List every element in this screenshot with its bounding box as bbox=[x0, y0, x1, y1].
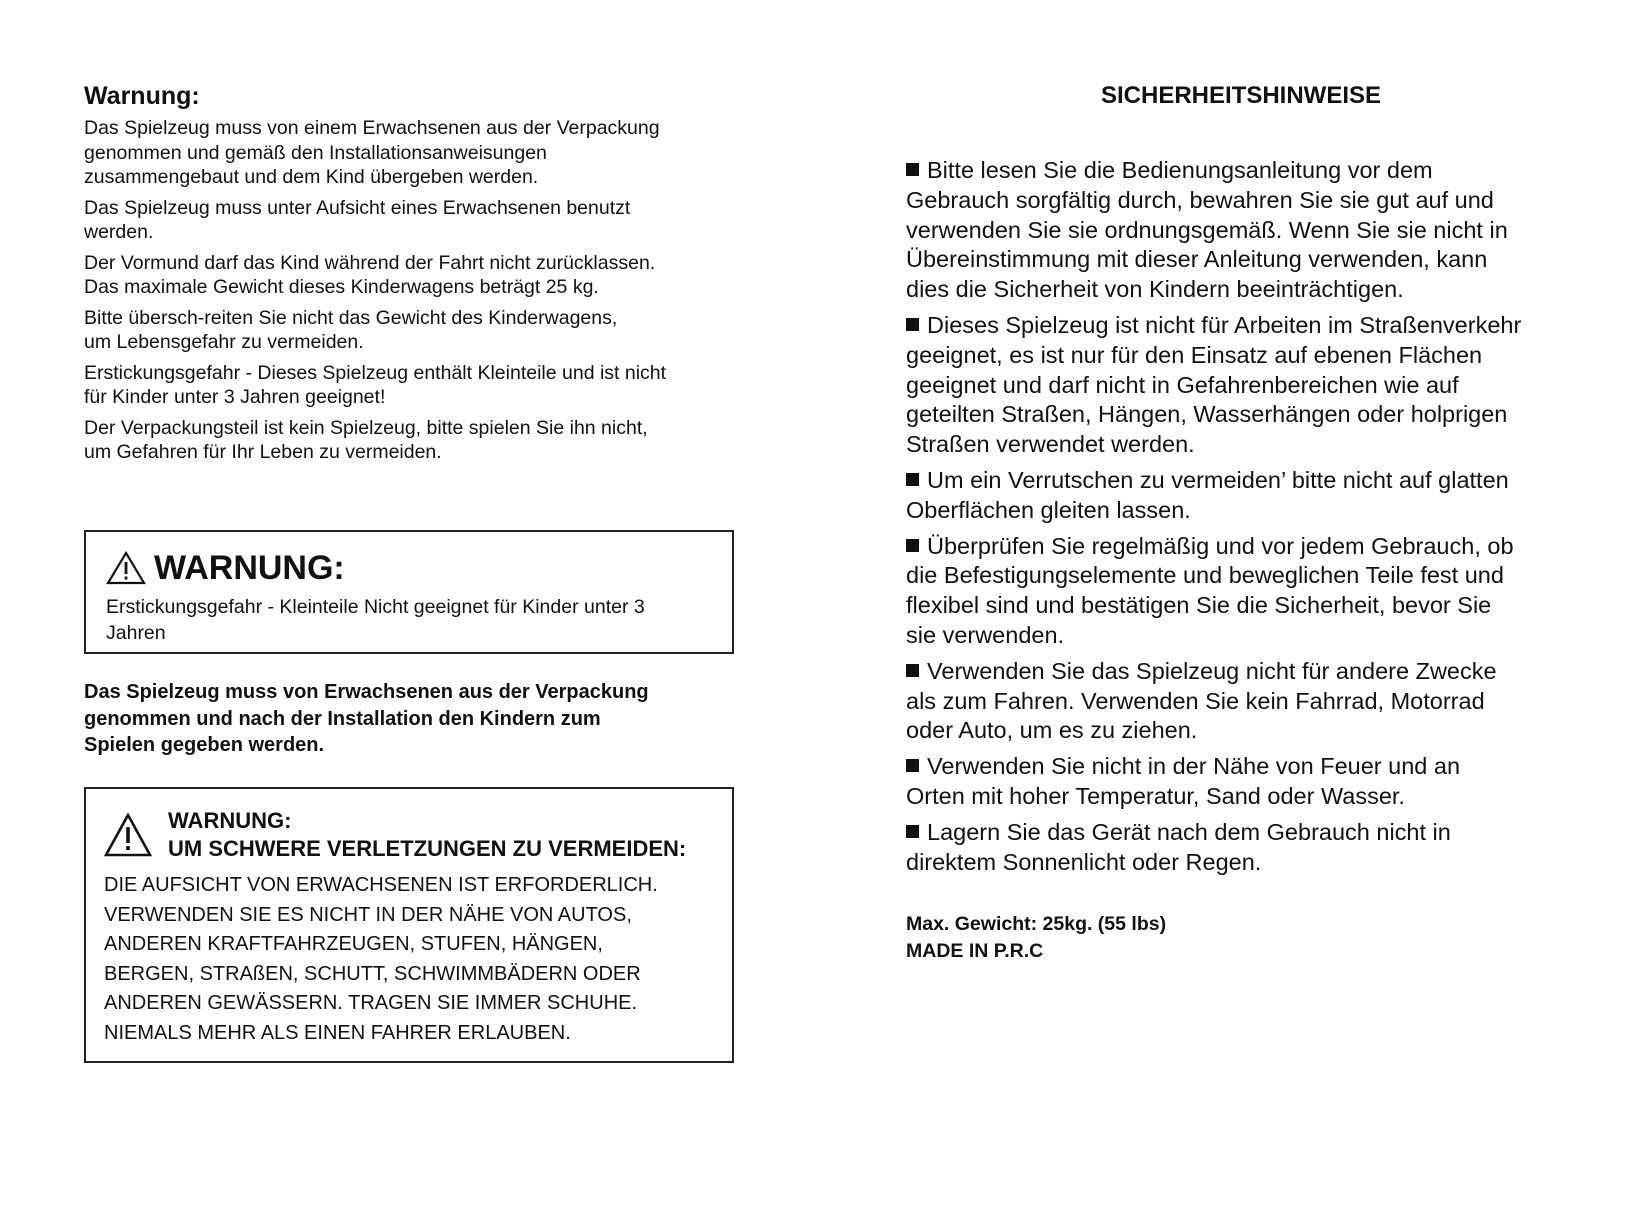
injury-warning-subtitle: UM SCHWERE VERLETZUNGEN ZU VERMEIDEN: bbox=[168, 836, 687, 861]
warning-paragraph-5: Erstickungsgefahr - Dieses Spielzeug enthält Kleinteile und ist nicht für Kinder unter 3 Jahren geeignet! bbox=[84, 361, 667, 408]
bullet-square-icon bbox=[906, 163, 919, 176]
choking-warning-header bbox=[106, 548, 712, 588]
choking-warning-text: Erstickungsgefahr - Kleinteile Nicht geeignet für Kinder unter 3 Jahren bbox=[106, 596, 645, 644]
safety-item-5: Verwenden Sie das Spielzeug nicht für andere Zwecke als zum Fahren. Verwenden Sie kein Fahrrad, Motorrad oder Auto, um es zu ziehen. bbox=[906, 657, 1497, 744]
warning-paragraph-3: Der Vormund darf das Kind während der Fahrt nicht zurücklassen. Das maximale Gewicht dieses Kinderwagens beträgt 25 kg. bbox=[84, 251, 656, 298]
choking-warning-box bbox=[84, 530, 734, 654]
bullet-square-icon bbox=[906, 318, 919, 331]
warning-triangle-icon bbox=[104, 813, 152, 857]
injury-warning-title: WARNUNG: bbox=[168, 808, 292, 833]
safety-item-7: Lagern Sie das Gerät nach dem Gebrauch nicht in direktem Sonnenlicht oder Regen. bbox=[906, 818, 1451, 875]
injury-warning-box bbox=[84, 787, 734, 1063]
bullet-square-icon bbox=[906, 473, 919, 486]
product-info bbox=[906, 911, 1576, 964]
adult-assembly-note: Das Spielzeug muss von Erwachsenen aus der Verpackung genommen und nach der Installation den Kindern zum Spielen gegeben werden. bbox=[84, 681, 649, 756]
warning-paragraph-4: Bitte übersch-reiten Sie nicht das Gewicht des Kinderwagens, um Lebensgefahr zu vermeiden. bbox=[84, 306, 618, 353]
warning-triangle-icon bbox=[106, 551, 146, 585]
right-column bbox=[906, 82, 1576, 964]
injury-warning-header bbox=[104, 807, 716, 863]
bullet-square-icon bbox=[906, 825, 919, 838]
safety-item-6: Verwenden Sie nicht in der Nähe von Feuer und an Orten mit hoher Temperatur, Sand oder Wasser. bbox=[906, 753, 1461, 809]
bullet-square-icon bbox=[906, 664, 919, 677]
safety-item-2: Dieses Spielzeug ist nicht für Arbeiten im Straßenverkehr geeignet, es ist nur für den Einsatz auf ebenen Flächen geeignet und darf nicht in Gefahrenbereichen wie auf geteilten Straßen, Hängen, Wasserhängen oder holprigen Straßen verwendet werden. bbox=[906, 311, 1522, 458]
safety-title: SICHERHEITSHINWEISE bbox=[1100, 82, 1382, 109]
choking-warning-title: WARNUNG: bbox=[154, 549, 345, 587]
bullet-square-icon bbox=[906, 539, 919, 552]
max-weight: Max. Gewicht: 25kg. (55 lbs) bbox=[906, 913, 1167, 936]
safety-item-4: Überprüfen Sie regelmäßig und vor jedem Gebrauch, ob die Befestigungselemente und beweglichen Teile fest und flexibel sind und bestätigen Sie die Sicherheit, bevor Sie sie verwenden. bbox=[906, 532, 1514, 648]
safety-item-3: Um ein Verrutschen zu vermeiden’ bitte nicht auf glatten Oberflächen gleiten lassen. bbox=[906, 466, 1509, 523]
warning-paragraph-2: Das Spielzeug muss unter Aufsicht eines Erwachsenen benutzt werden. bbox=[84, 196, 631, 243]
made-in: MADE IN P.R.C bbox=[906, 939, 1044, 962]
warning-paragraph-1: Das Spielzeug muss von einem Erwachsenen aus der Verpackung genommen und gemäß den Installationsanweisungen zusammengebaut und dem Kind übergeben werden. bbox=[84, 117, 660, 188]
left-column bbox=[84, 82, 740, 471]
bullet-square-icon bbox=[906, 759, 919, 772]
injury-warning-text: DIE AUFSICHT VON ERWACHSENEN IST ERFORDERLICH. VERWENDEN SIE ES NICHT IN DER NÄHE VON AUTOS, ANDEREN KRAFTFAHRZEUGEN, STUFEN, HÄNGEN, BERGEN, STRAßEN, SCHUTT, SCHWIMMBÄDERN ODER ANDEREN GEWÄSSERN. TRAGEN SIE IMMER SCHUHE. NIEMALS MEHR ALS EINEN FAHRER ERLAUBEN. bbox=[104, 874, 658, 1044]
warning-heading: Warnung: bbox=[84, 82, 200, 110]
safety-item-1: Bitte lesen Sie die Bedienungsanleitung vor dem Gebrauch sorgfältig durch, bewahren Sie sie gut auf und verwenden Sie sie ordnungsgemäß. Wenn Sie sie nicht in Übereinstimmung mit dieser Anleitung verwenden, kann dies die Sicherheit von Kindern beeinträchtigen. bbox=[906, 157, 1508, 303]
warning-paragraph-6: Der Verpackungsteil ist kein Spielzeug, bitte spielen Sie ihn nicht, um Gefahren für Ihr Leben zu vermeiden. bbox=[84, 416, 648, 463]
